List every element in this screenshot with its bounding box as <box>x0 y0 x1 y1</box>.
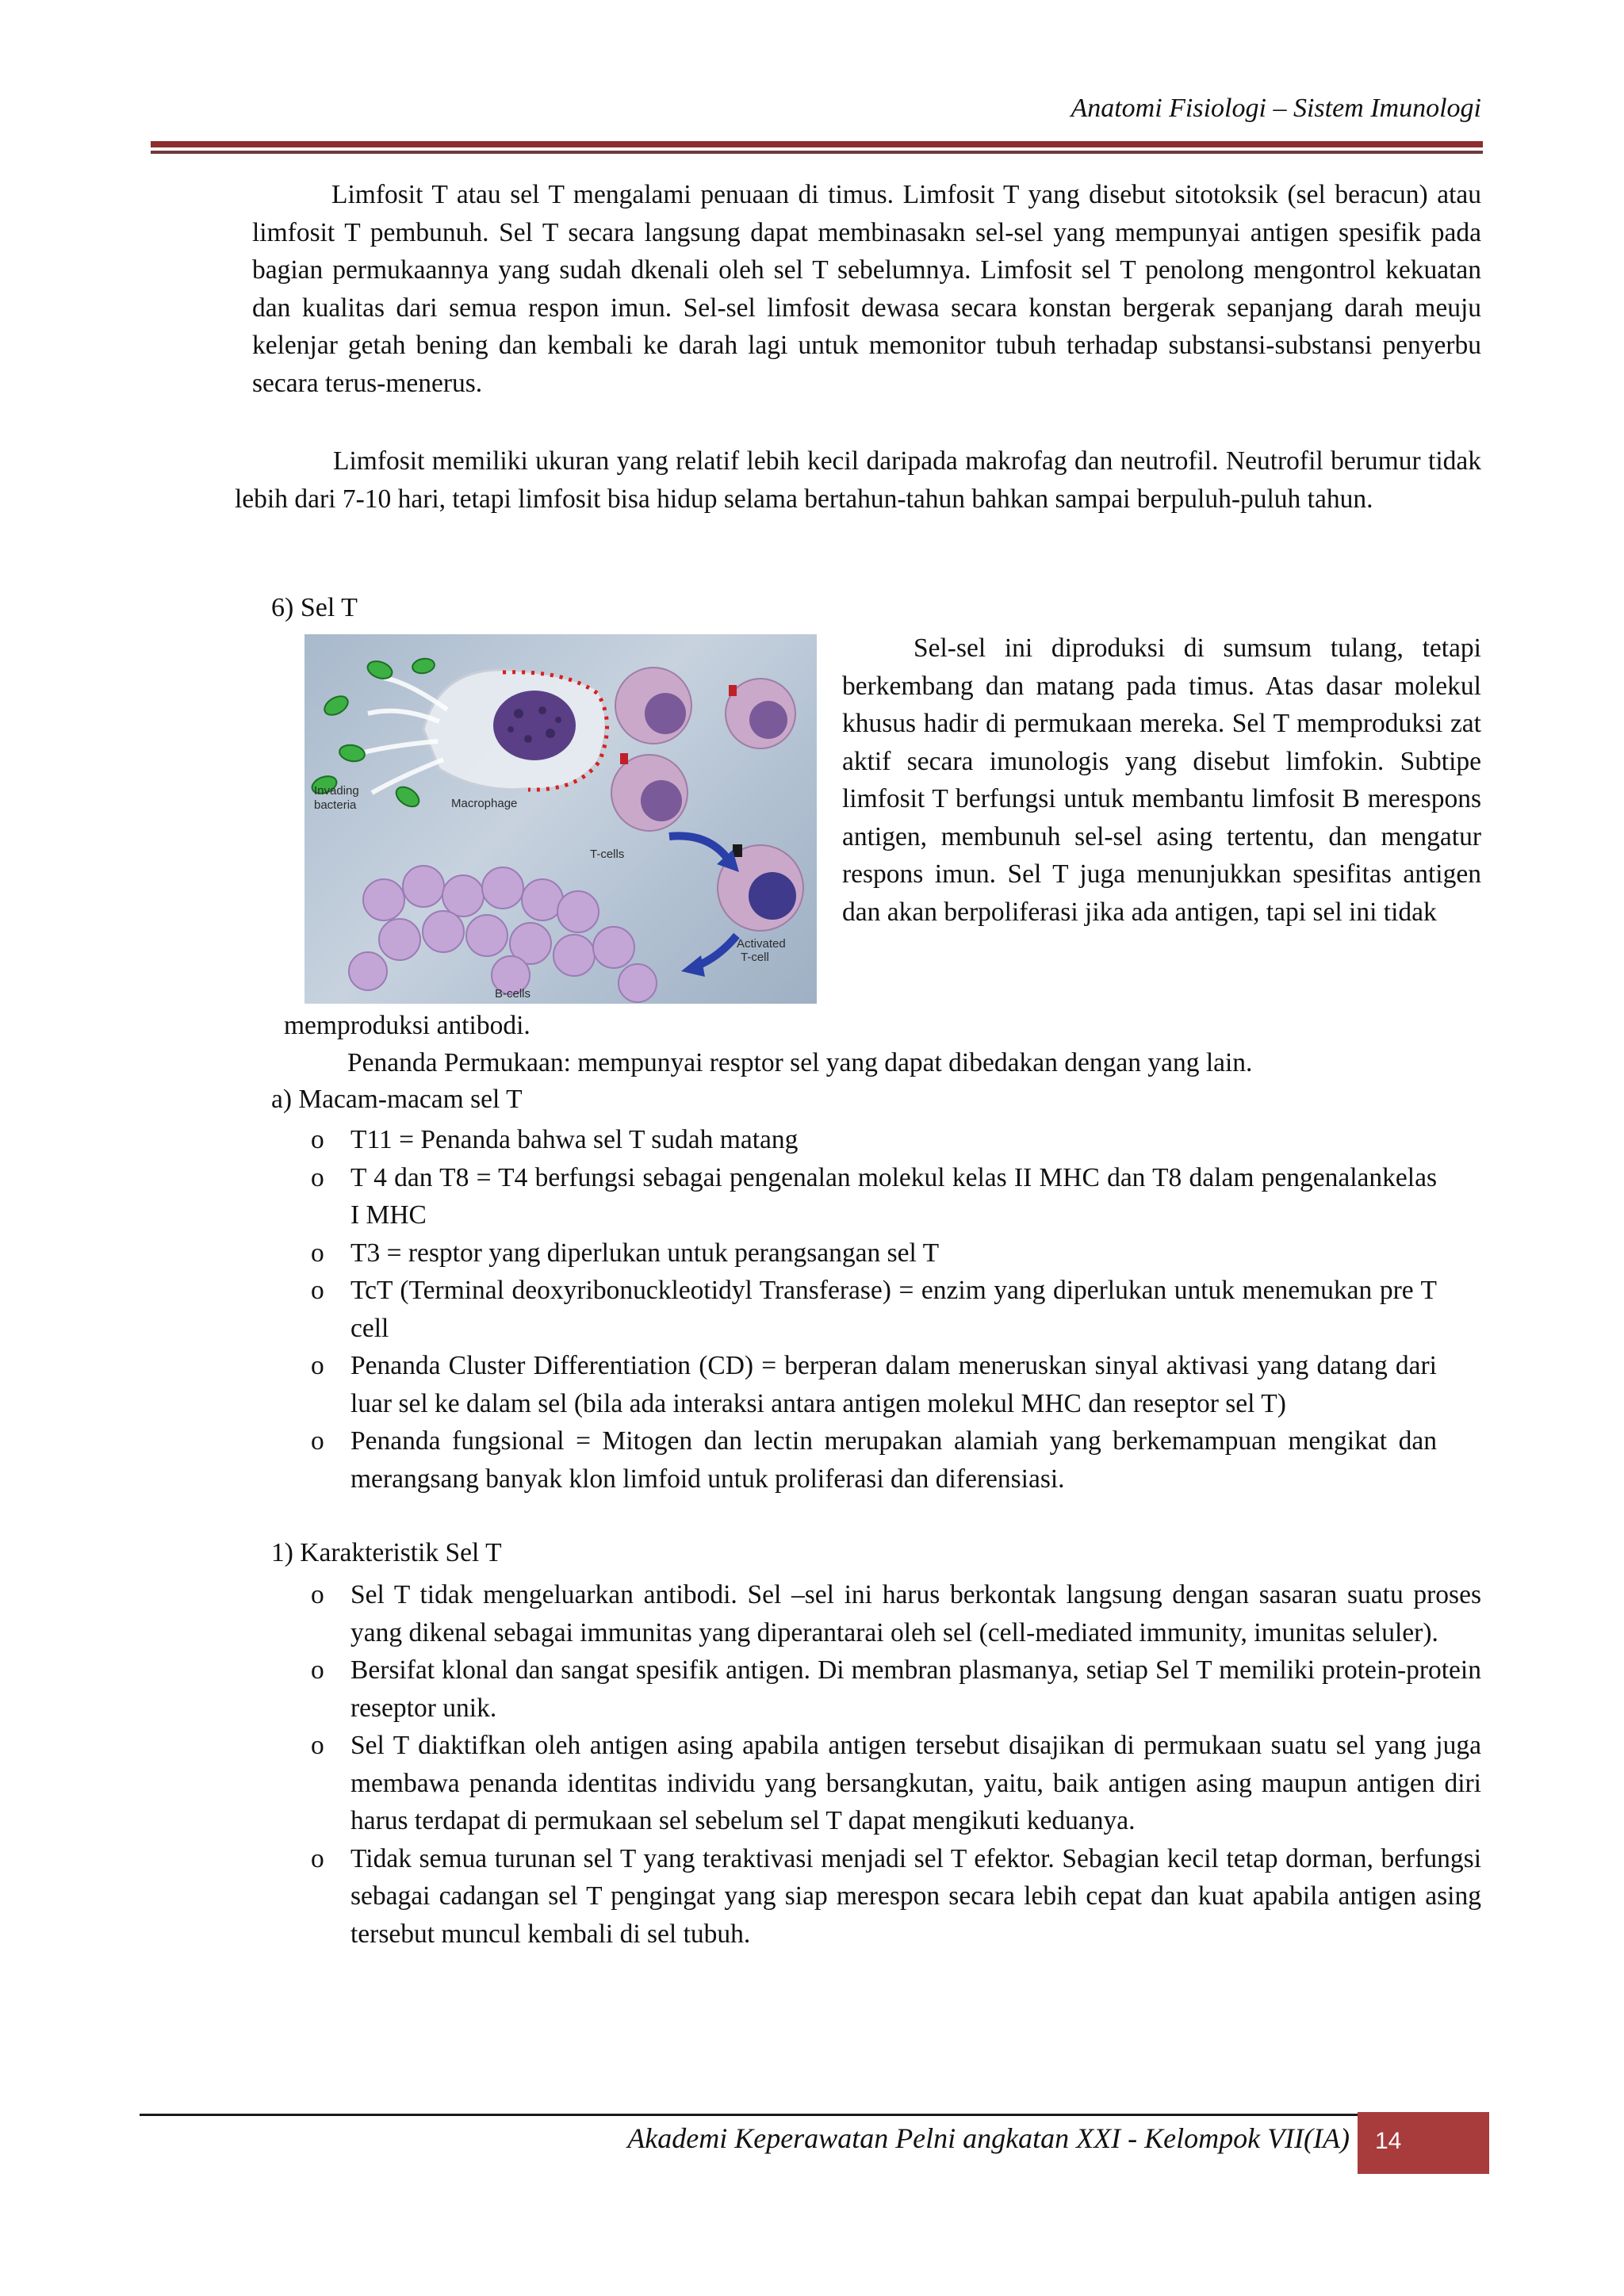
activation-arrow-2-head <box>681 955 705 977</box>
list-item <box>311 1576 1481 1651</box>
list-item-text: T3 = resptor yang diperlukan untuk perangsangan sel T <box>350 1238 940 1268</box>
list-item-text: T 4 dan T8 = T4 berfungsi sebagai pengenalan molekul kelas II MHC dan T8 dalam pengenalankelas I MHC <box>350 1162 1437 1230</box>
bullet-mark: o <box>311 1426 324 1456</box>
bullet-mark: o <box>311 1162 324 1192</box>
t-cell-illustration <box>304 634 817 1004</box>
bullet-mark: o <box>311 1843 324 1873</box>
macrophage-nucleus <box>493 691 576 760</box>
list-item <box>311 1272 1437 1347</box>
footer-rule <box>140 2114 1480 2116</box>
figure-label-t-cells: T-cells <box>590 848 625 861</box>
list-item <box>311 1121 1437 1159</box>
karakteristik-heading: 1) Karakteristik Sel T <box>271 1538 502 1567</box>
bullet-mark: o <box>311 1125 324 1154</box>
t-cells-group <box>611 668 803 931</box>
figure-label-bacteria: bacteria <box>314 798 357 812</box>
karakteristik-list <box>311 1576 1481 1953</box>
activation-arrow-1 <box>669 836 729 860</box>
list-item <box>311 1234 1437 1272</box>
bullet-mark: o <box>311 1238 324 1268</box>
list-item <box>311 1347 1437 1422</box>
list-item-text: Penanda fungsional = Mitogen dan lectin merupakan alamiah yang berkemampuan mengikat dan merangsang banyak klon limfoid untuk proliferasi dan diferensiasi. <box>350 1426 1437 1494</box>
macam-macam-heading: a) Macam-macam sel T <box>271 1085 523 1114</box>
figure-label-macrophage: Macrophage <box>451 797 518 810</box>
penanda-permukaan-text: Penanda Permukaan: mempunyai resptor sel yang dapat dibedakan dengan yang lain. <box>347 1048 1253 1077</box>
sel-t-description-text: Sel-sel ini diproduksi di sumsum tulang, tetapi berkembang dan matang pada timus. Atas dasar molekul khusus hadir di permukaan mereka. Sel T memproduksi zat aktif secara imunologis yang disebut limfokin. Subtipe limfosit T berfungsi untuk membantu limfosit B merespons antigen, membunuh sel-sel asing tertentu, dan mengatur respons imun. Sel T juga menunjukkan spesifitas antigen dan akan berpoliferasi jika ada antigen, tapi sel ini tidak <box>842 633 1481 927</box>
intro-paragraph-2 <box>235 442 1481 518</box>
intro-text-1: Limfosit T atau sel T mengalami penuaan di timus. Limfosit T yang disebut sitotoksik (sel beracun) atau limfosit T pembunuh. Sel T secara langsung dapat membinasakn sel-sel yang mempunyai antigen spesifik pada bagian permukaannya yang sudah dkenali oleh sel T sebelumnya. Limfosit sel T penolong mengontrol kekuatan dan kualitas dari semua respon imun. Sel-sel limfosit dewasa secara konstan bergerak sepanjang darah meuju kelenjar getah bening dan kembali ke darah lagi untuk memonitor tubuh terhadap substansi-substansi penyerbu secara terus-menerus. <box>252 180 1481 398</box>
bullet-mark: o <box>311 1731 324 1760</box>
figure-label-activated: Activated <box>737 937 786 951</box>
list-item-text: T11 = Penanda bahwa sel T sudah matang <box>350 1125 799 1154</box>
sel-t-description <box>842 629 1481 931</box>
macam-macam-list <box>311 1121 1437 1498</box>
figure-label-t-cell: T-cell <box>741 951 769 964</box>
list-item <box>311 1422 1437 1498</box>
header-title: Anatomi Fisiologi – Sistem Imunologi <box>1071 94 1481 123</box>
section-heading-sel-t: 6) Sel T <box>271 593 358 622</box>
t-cell-illustration-svg <box>304 634 817 1004</box>
b-cells-group <box>349 866 657 1002</box>
list-item-text: Penanda Cluster Differentiation (CD) = berperan dalam meneruskan sinyal aktivasi yang datang dari luar sel ke dalam sel (bila ada interaksi antara antigen molekul MHC dan reseptor sel T) <box>350 1351 1437 1418</box>
list-item <box>311 1651 1481 1727</box>
sel-t-description-tail: memproduksi antibodi. <box>284 1011 530 1040</box>
bullet-mark: o <box>311 1351 324 1380</box>
list-item-text: Sel T diaktifkan oleh antigen asing apabila antigen tersebut disajikan di permukaan suatu sel yang juga membawa penanda identitas individu yang bersangkutan, yaitu, baik antigen asing maupun antigen diri harus terdapat di permukaan sel sebelum sel T dapat mengikuti keduanya. <box>350 1731 1481 1835</box>
intro-paragraph-1 <box>252 176 1481 402</box>
bullet-mark: o <box>311 1655 324 1685</box>
figure-label-b-cells: B-cells <box>495 987 531 1001</box>
list-item-text: Bersifat klonal dan sangat spesifik antigen. Di membran plasmanya, setiap Sel T memiliki protein-protein reseptor unik. <box>350 1655 1481 1723</box>
list-item-text: Tidak semua turunan sel T yang teraktivasi menjadi sel T efektor. Sebagian kecil tetap dorman, berfungsi sebagai cadangan sel T pengingat yang siap merespon secara lebih cepat dan kuat apabila antigen asing tersebut muncul kembali di sel tubuh. <box>350 1843 1481 1949</box>
page-number: 14 <box>1358 2112 1489 2174</box>
footer-text: Akademi Keperawatan Pelni angkatan XXI - Kelompok VII(IA) <box>627 2122 1350 2154</box>
figure-label-invading: Invading <box>314 784 359 798</box>
intro-text-2: Limfosit memiliki ukuran yang relatif lebih kecil daripada makrofag dan neutrofil. Neutrofil berumur tidak lebih dari 7-10 hari, tetapi limfosit bisa hidup selama bertahun-tahun bahkan sampai berpuluh-puluh tahun. <box>235 446 1481 514</box>
list-item <box>311 1159 1437 1234</box>
bullet-mark: o <box>311 1276 324 1305</box>
list-item-text: Sel T tidak mengeluarkan antibodi. Sel –sel ini harus berkontak langsung dengan sasaran suatu proses yang dikenal sebagai immunitas yang diperantarai oleh sel (cell-mediated immunity, imunitas seluler). <box>350 1580 1481 1647</box>
header-rule-dark <box>151 151 1483 154</box>
list-item <box>311 1840 1481 1954</box>
list-item-text: TcT (Terminal deoxyribonuckleotidyl Transferase) = enzim yang diperlukan untuk menemukan pre T cell <box>350 1276 1437 1343</box>
header-rule-red <box>151 141 1483 147</box>
bullet-mark: o <box>311 1580 324 1609</box>
list-item <box>311 1727 1481 1840</box>
